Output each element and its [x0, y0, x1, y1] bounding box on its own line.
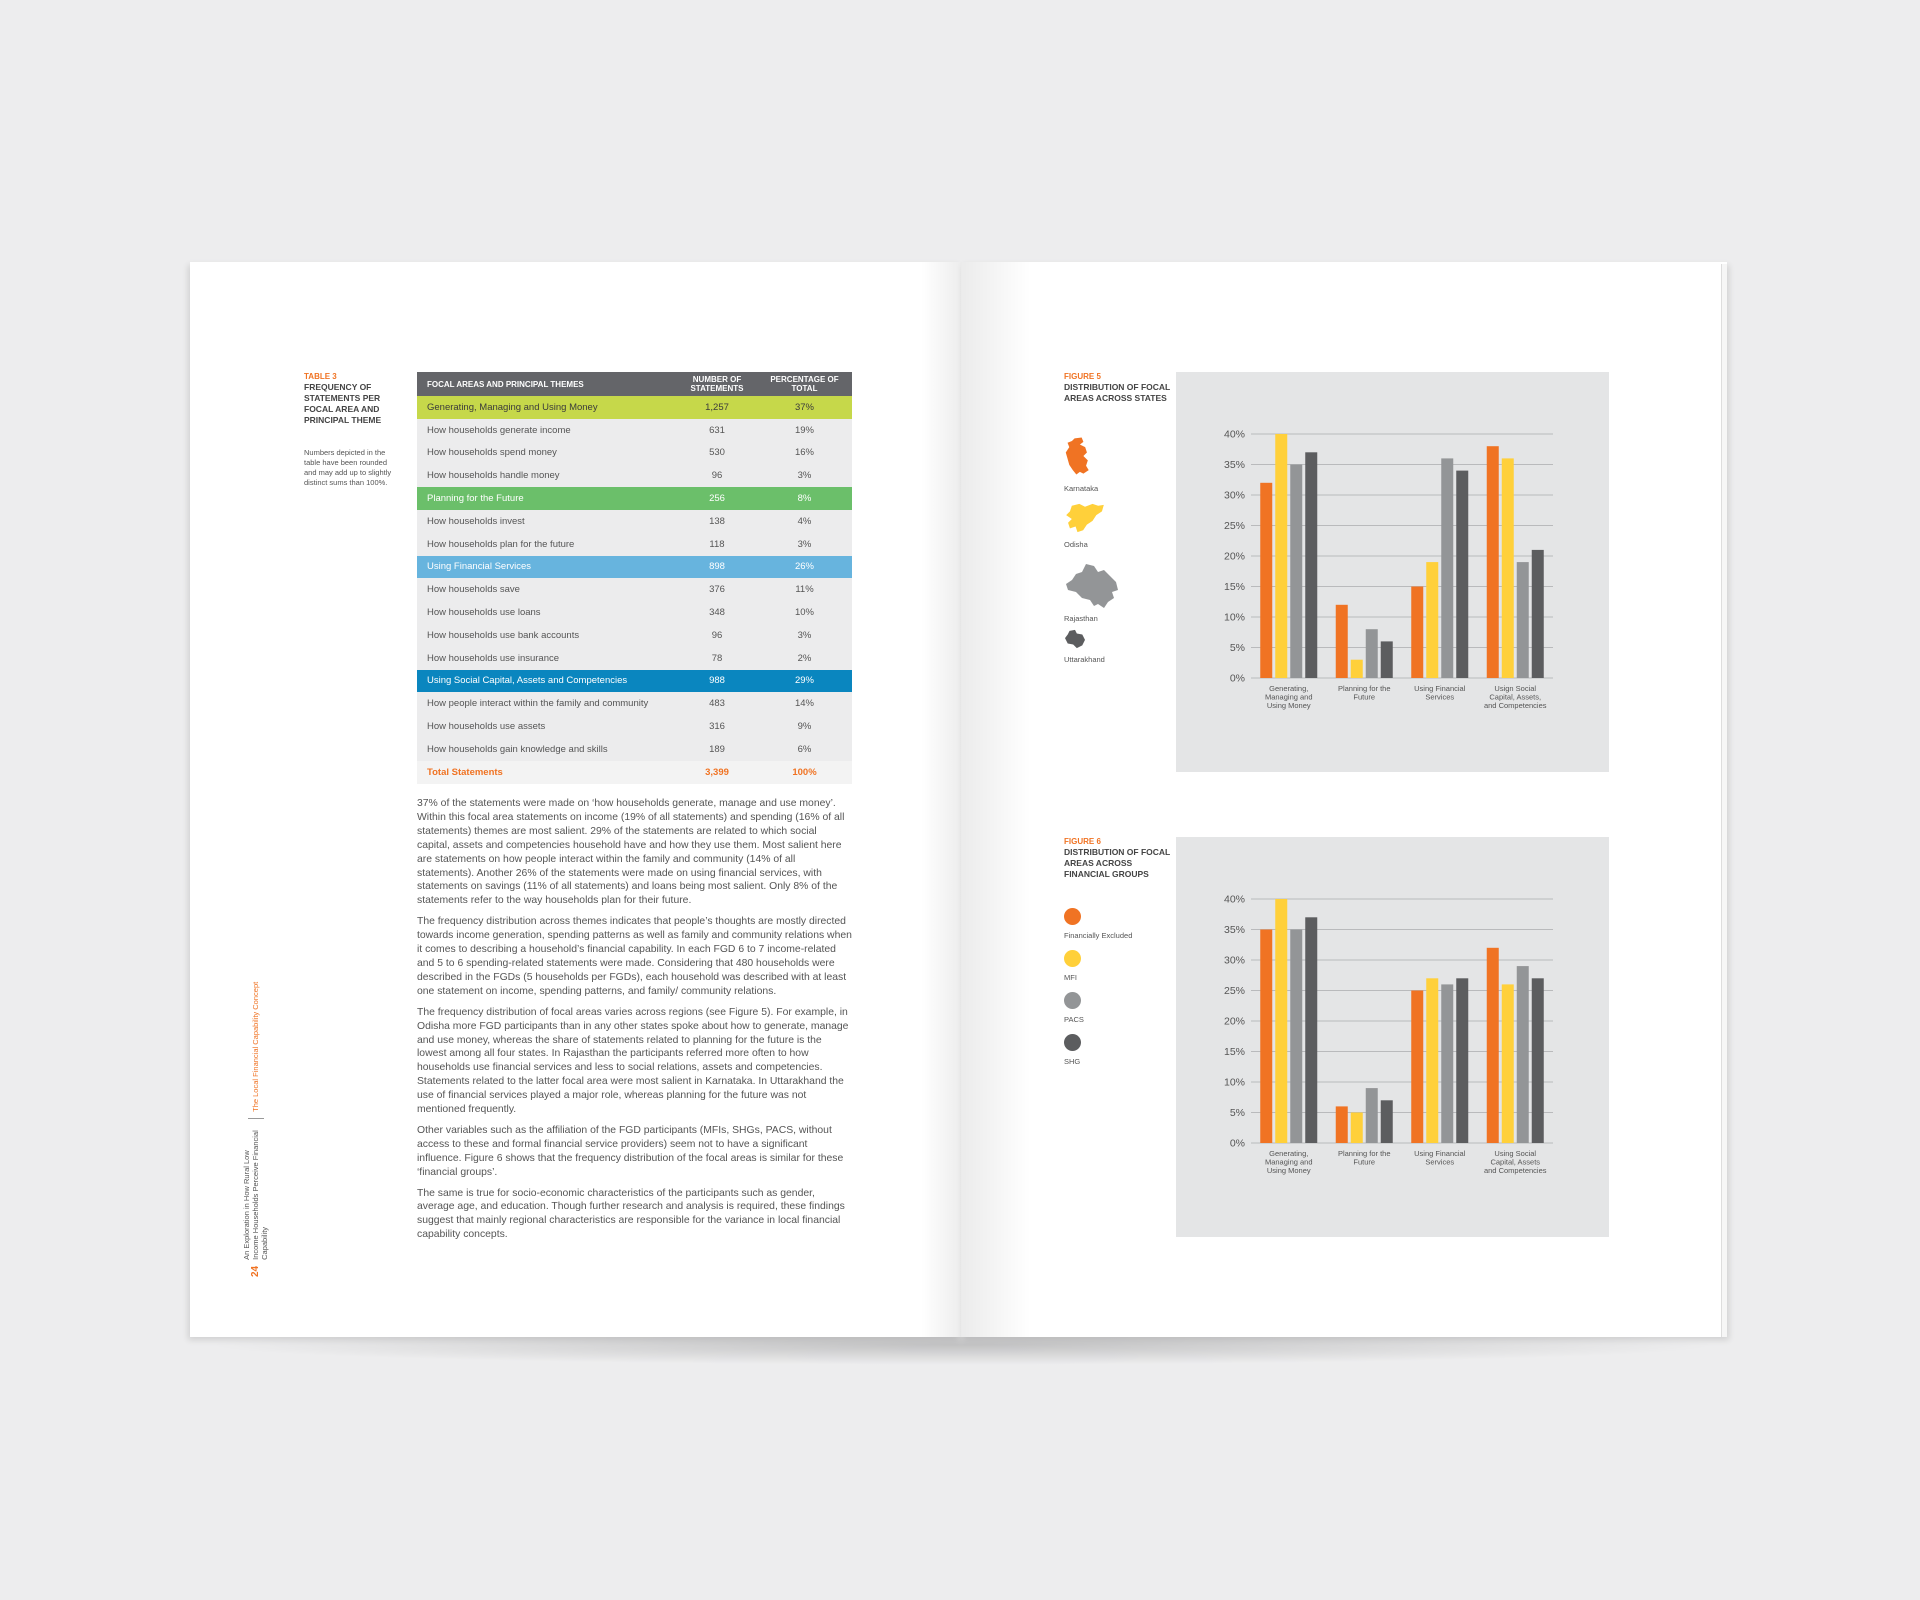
row-theme: How households save [427, 584, 520, 596]
row-theme: Using Social Capital, Assets and Competencies [427, 675, 628, 687]
uttarakhand-map-icon [1064, 629, 1086, 649]
x-tick-line: Future [1353, 692, 1376, 702]
paragraph: The same is true for socio-economic characteristics of the participants such as gender, average age, and education. Though further research and analysis is required, these findings suggest that mainly regional characteristics are responsible for the variance in local financial capability concepts. [417, 1187, 845, 1241]
legend-label: MFI [1064, 973, 1077, 982]
bar-uttarakhand [1381, 641, 1393, 678]
row-pct: 37% [794, 401, 814, 413]
row-theme: How households gain knowledge and skills [427, 743, 608, 755]
row-theme: How households use insurance [427, 652, 560, 664]
left-page [190, 262, 961, 1337]
row-count: 96 [711, 629, 723, 641]
figure6-title: DISTRIBUTION OF FOCAL AREAS ACROSS FINANCIAL GROUPS [1064, 847, 1171, 879]
total-theme: Total Statements [427, 766, 503, 778]
legend-dot [1064, 950, 1081, 967]
row-pct: 14% [794, 698, 814, 710]
rajasthan-map-icon [1064, 562, 1120, 608]
bar-shg [1305, 917, 1317, 1143]
x-tick-label [1338, 684, 1391, 702]
row-theme: How households use assets [427, 721, 546, 733]
bar-karnataka [1260, 483, 1272, 678]
row-pct: 26% [794, 561, 814, 573]
table-row-category [417, 396, 852, 419]
row-theme: How households plan for the future [427, 538, 575, 550]
x-tick-label [1265, 684, 1313, 710]
publication-title: An Exploration in How Rural Low Income Households Perceive Financial Capability [242, 1130, 269, 1260]
row-theme: How households invest [427, 515, 525, 527]
row-pct: 29% [794, 675, 814, 687]
legend-label: Odisha [1064, 540, 1088, 549]
row-theme: How households use bank accounts [427, 629, 580, 641]
bar-shg [1532, 978, 1544, 1143]
y-tick-label: 40% [1223, 893, 1245, 906]
bar-financially-excluded [1487, 948, 1499, 1143]
row-count: 483 [709, 698, 725, 710]
y-tick-label: 15% [1223, 1046, 1245, 1058]
legend-item-financially-excluded [1064, 908, 1132, 940]
table-row-category [417, 556, 852, 579]
legend-dot [1064, 1034, 1081, 1051]
bar-shg [1381, 1100, 1393, 1143]
table-row [417, 601, 852, 624]
paragraph: The frequency distribution of focal areas varies across regions (see Figure 5). For example, in Odisha more FGD participants than in any other states spoke about how to generate, manage and use money, whereas the share of statements related to planning for the future is the lowest among all four states. In Rajasthan the participants referred more often to how households use financial services and less to social relations, assets and competencies. Statements related to the latter focal area were most salient in Karnataka. In Uttarakhand the use of financial services played a major role, whereas planning for the future was not mentioned frequently. [417, 1006, 849, 1116]
body-text [417, 797, 852, 1249]
legend-label: SHG [1064, 1057, 1081, 1066]
row-pct: 19% [794, 424, 814, 436]
legend-item-mfi [1064, 950, 1081, 982]
chapter-title: The Local Financial Capability Concept [251, 981, 260, 1112]
header-themes: FOCAL AREAS AND PRINCIPAL THEMES [417, 372, 677, 396]
legend-label: Karnataka [1064, 484, 1099, 493]
x-tick-line: and Competencies [1483, 701, 1547, 710]
x-tick-label [1414, 684, 1466, 702]
bar-financially-excluded [1336, 1106, 1348, 1143]
row-pct: 6% [797, 743, 812, 755]
bar-rajasthan [1517, 562, 1529, 678]
table-row [417, 715, 852, 738]
y-tick-label: 5% [1229, 1107, 1245, 1119]
y-tick-label: 10% [1223, 611, 1245, 624]
figure5-label: FIGURE 5 [1064, 372, 1101, 381]
row-count: 118 [709, 538, 725, 550]
y-tick-label: 30% [1223, 489, 1245, 502]
figure6-svg [1176, 837, 1609, 1237]
x-tick-line: Future [1353, 1157, 1376, 1167]
y-tick-label: 35% [1223, 459, 1245, 471]
x-tick-line: Services [1425, 692, 1455, 702]
x-tick-line: Using Money [1266, 1166, 1311, 1175]
row-theme: Using Financial Services [427, 561, 532, 573]
table-caption [304, 372, 404, 488]
y-tick-label: 5% [1229, 642, 1245, 654]
x-tick-label [1484, 684, 1547, 710]
row-pct: 3% [797, 629, 812, 641]
row-count: 256 [709, 493, 725, 505]
row-pct: 9% [797, 721, 812, 733]
y-tick-label: 30% [1223, 954, 1245, 967]
row-count: 96 [711, 470, 723, 482]
odisha-map-icon [1064, 502, 1106, 534]
legend-label: Rajasthan [1064, 614, 1098, 623]
bar-pacs [1441, 984, 1453, 1143]
header-count: NUMBER OF STATEMENTS [677, 372, 757, 396]
figure5-title: DISTRIBUTION OF FOCAL AREAS ACROSS STATES [1064, 382, 1171, 403]
bar-mfi [1275, 899, 1287, 1143]
bar-mfi [1351, 1113, 1363, 1144]
row-count: 78 [711, 652, 723, 664]
running-footer [242, 982, 269, 1277]
legend-dot [1064, 908, 1081, 925]
row-count: 988 [709, 675, 725, 687]
row-theme: How households use loans [427, 607, 541, 619]
figure6-caption [1064, 837, 1174, 880]
legend-label: Uttarakhand [1064, 655, 1105, 664]
row-theme: How people interact within the family and community [427, 698, 649, 710]
table-row [417, 578, 852, 601]
x-tick-line: Capital, Assets [1490, 1157, 1541, 1167]
y-tick-label: 20% [1223, 550, 1245, 563]
bar-financially-excluded [1260, 930, 1272, 1144]
table-row-category [417, 487, 852, 510]
bar-uttarakhand [1456, 471, 1468, 678]
bar-rajasthan [1441, 458, 1453, 678]
legend-label: Financially Excluded [1064, 931, 1133, 940]
x-tick-line: Generating, [1269, 684, 1309, 693]
row-theme: How households spend money [427, 447, 557, 459]
row-pct: 11% [795, 584, 814, 596]
bar-karnataka [1336, 605, 1348, 678]
x-tick-line: Using Money [1266, 701, 1311, 710]
bar-pacs [1366, 1088, 1378, 1143]
table-row [417, 533, 852, 556]
bar-odisha [1502, 458, 1514, 678]
figure5-chart [1176, 372, 1609, 772]
legend-dot [1064, 992, 1081, 1009]
y-tick-label: 20% [1223, 1015, 1245, 1028]
table-label: TABLE 3 [304, 372, 337, 381]
paragraph: 37% of the statements were made on ‘how households generate, manage and use money’. Within this focal area statements on income (19% of all statements) and spending (16% of all statements) themes are most salient. 29% of the statements are related to which social capital, assets and competencies household have and how they use them. Most salient here are statements on how people interact within the family and community (14% of all statements). Another 26% of the statements were made on using financial services, with statements on savings (11% of all statements) and loans being most salient. Only 8% of the statements refer to the way households plan for their future. [417, 798, 845, 907]
bar-karnataka [1411, 587, 1423, 679]
row-pct: 16% [794, 447, 814, 459]
paragraph: Other variables such as the affiliation of the FGD participants (MFIs, SHGs, PACS, without access to these and formal financial service providers) seem not to have a significant influence. Figure 6 shows that the frequency distribution of the focal areas is similar for these ‘financial groups’. [417, 1124, 844, 1178]
legend-item-rajasthan [1064, 562, 1120, 623]
x-tick-line: Generating, [1269, 1149, 1309, 1158]
table-header-row [417, 372, 852, 396]
header-pct: PERCENTAGE OF TOTAL [757, 372, 852, 396]
bar-mfi [1502, 984, 1514, 1143]
x-tick-label [1338, 1149, 1391, 1167]
bar-rajasthan [1290, 465, 1302, 679]
bar-pacs [1290, 930, 1302, 1144]
table-row [417, 692, 852, 715]
total-count: 3,399 [705, 766, 729, 778]
table-row [417, 464, 852, 487]
row-count: 1,257 [705, 401, 729, 413]
x-tick-line: Managing and [1264, 692, 1313, 702]
legend-label: PACS [1064, 1015, 1084, 1024]
y-tick-label: 0% [1229, 1137, 1245, 1150]
figure6-chart [1176, 837, 1609, 1237]
bar-odisha [1426, 562, 1438, 678]
bar-mfi [1426, 978, 1438, 1143]
table-note: Numbers depicted in the table have been rounded and may add up to slightly distinct sums than 100%. [304, 448, 392, 487]
row-count: 348 [709, 607, 725, 619]
x-tick-line: Planning for the [1337, 684, 1391, 693]
x-tick-label [1265, 1149, 1313, 1175]
row-count: 189 [709, 743, 725, 755]
bar-uttarakhand [1305, 452, 1317, 678]
row-pct: 3% [797, 538, 812, 550]
y-tick-label: 35% [1223, 924, 1245, 936]
legend-item-odisha [1064, 502, 1106, 549]
y-tick-label: 25% [1223, 520, 1245, 532]
bar-pacs [1517, 966, 1529, 1143]
statements-table [417, 372, 852, 784]
table-row [417, 624, 852, 647]
x-tick-line: Services [1425, 1157, 1455, 1167]
x-tick-line: Planning for the [1337, 1149, 1391, 1158]
row-count: 316 [709, 721, 725, 733]
bar-odisha [1351, 660, 1363, 678]
page-number: 24 [250, 1265, 261, 1277]
table-title: FREQUENCY OF STATEMENTS PER FOCAL AREA AND PRINCIPAL THEME [304, 382, 382, 425]
x-tick-line: Capital, Assets, [1489, 692, 1542, 702]
y-tick-label: 40% [1223, 428, 1245, 441]
row-count: 530 [709, 447, 725, 459]
figure5-caption [1064, 372, 1174, 404]
bar-rajasthan [1366, 629, 1378, 678]
x-tick-line: Usign Social [1494, 684, 1537, 693]
bar-uttarakhand [1532, 550, 1544, 678]
row-pct: 8% [797, 493, 812, 505]
legend-item-karnataka [1064, 434, 1098, 493]
x-tick-line: Using Financial [1414, 1149, 1466, 1158]
x-tick-line: Managing and [1264, 1157, 1313, 1167]
x-tick-line: Using Financial [1414, 684, 1466, 693]
row-pct: 10% [794, 607, 814, 619]
x-tick-line: and Competencies [1483, 1166, 1547, 1175]
legend-item-shg [1064, 1034, 1081, 1066]
row-theme: Planning for the Future [427, 493, 524, 505]
table-row [417, 419, 852, 442]
row-theme: How households handle money [427, 470, 560, 482]
bar-odisha [1275, 434, 1287, 678]
figure5-svg [1176, 372, 1609, 772]
right-page [961, 262, 1727, 1337]
x-tick-label [1484, 1149, 1547, 1175]
row-pct: 2% [797, 652, 812, 664]
table-row [417, 510, 852, 533]
row-count: 138 [709, 515, 725, 527]
legend-item-uttarakhand [1064, 629, 1105, 664]
paragraph: The frequency distribution across themes indicates that people’s thoughts are mostly directed towards income generation, spending patterns as well as family and community relations when it comes to describing a household’s financial capability. In each FGD 6 to 7 income-related and 5 to 6 spending-related statements were made. Considering that 480 households were described in the FGDs (5 households per FGDs), each household was described with at least one statement on income, spending patterns, and family/ community relations. [417, 916, 852, 997]
row-pct: 4% [797, 515, 812, 527]
table-row-category [417, 670, 852, 693]
row-count: 631 [709, 424, 725, 436]
row-count: 376 [709, 584, 725, 596]
legend-item-pacs [1064, 992, 1084, 1024]
footer-divider [248, 1118, 264, 1119]
y-tick-label: 25% [1223, 985, 1245, 997]
total-pct: 100% [792, 766, 817, 778]
row-count: 898 [709, 561, 725, 573]
karnataka-map-icon [1064, 434, 1094, 478]
x-tick-label [1414, 1149, 1466, 1167]
table-row [417, 442, 852, 465]
figure6-label: FIGURE 6 [1064, 837, 1101, 846]
x-tick-line: Using Social [1494, 1149, 1537, 1158]
row-theme: How households generate income [427, 424, 571, 436]
row-theme: Generating, Managing and Using Money [427, 401, 598, 413]
bar-shg [1456, 978, 1468, 1143]
table-row [417, 647, 852, 670]
bar-karnataka [1487, 446, 1499, 678]
table-row [417, 738, 852, 761]
y-tick-label: 15% [1223, 581, 1245, 593]
bar-financially-excluded [1411, 991, 1423, 1144]
y-tick-label: 0% [1229, 672, 1245, 685]
y-tick-label: 10% [1223, 1076, 1245, 1089]
row-pct: 3% [797, 470, 812, 482]
table-row-total [417, 761, 852, 784]
